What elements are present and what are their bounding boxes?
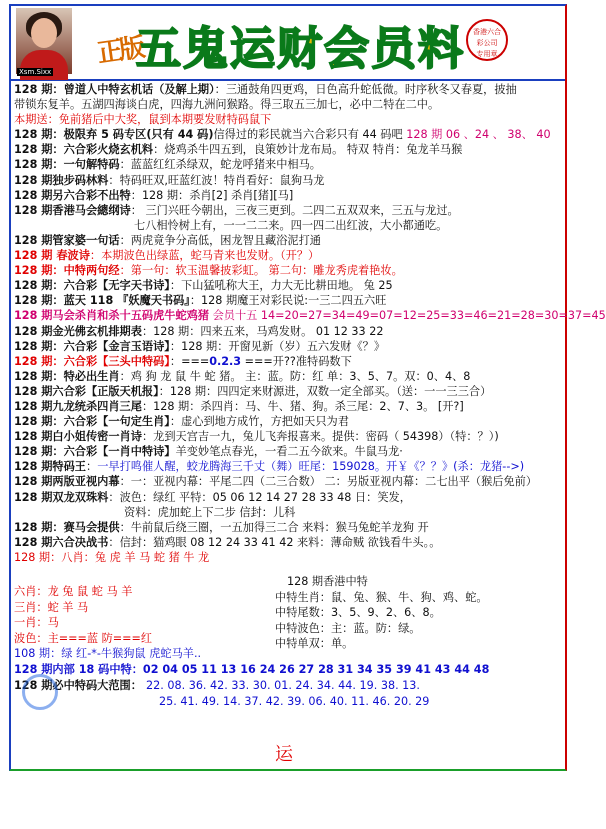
line-segment: 七八相怜树上有，一一二二来。四一四二出红波，大小都通吃。 [134, 218, 448, 232]
line-segment: 128 期：六合彩【无字天书诗】 [14, 279, 170, 293]
line-segment: ：128 期：四来五来，马鸡发财。 01 12 33 22 [141, 324, 384, 338]
info-line [14, 444, 562, 459]
hk-title: 128 期香港中特 [287, 575, 368, 588]
line-segment: 128 期独步码林料 [14, 173, 109, 187]
line-segment: 128 期白小姐传密一肖诗 [14, 430, 142, 444]
inner-18-codes [14, 662, 489, 678]
watermark-logo [22, 674, 58, 710]
line-segment: ：牛前鼠后绕三圈，一五加得三二合 来料：猴马兔蛇羊龙狗 开 [119, 520, 429, 534]
line-segment: 128 期：六合彩【一句定生肖】 [14, 415, 170, 429]
info-line [14, 233, 562, 248]
inner-18-text: 128 期内部 18 码中特：02 04 05 11 13 16 24 26 27 28 31 34 35 39 41 43 44 48 [14, 662, 490, 676]
line-segment: 128 期：蓝天 118 『妖魔天书码』 [14, 294, 190, 308]
line-segment: 128 期六合决战书 [14, 535, 109, 549]
info-line [14, 127, 562, 142]
line-segment: 128 期：六合彩【三头中特码】 [14, 354, 170, 368]
line-segment: ：=== [169, 354, 210, 368]
info-line [14, 550, 562, 565]
line-108: 108 期：绿 红-*-牛猴狗鼠 虎蛇马羊.. [14, 647, 202, 661]
line-segment: ：鸡 狗 龙 鼠 牛 蛇 猪。 主：蓝。防：红 单：3、5、7。双：0、4、8 [119, 369, 471, 383]
line-segment: 128 期：中特两句经 [14, 264, 120, 278]
line-segment: ：128 期：杀肖[2] 杀肖[猪][马] [130, 188, 294, 202]
line-segment: 128 期：六合彩【金言玉语诗】 [14, 339, 170, 353]
line-segment: ：龙到天宫吉一九，兔儿飞奔报喜来。提供：密码（ 54398）（特：？）) [141, 430, 499, 444]
info-line [14, 490, 562, 505]
hk-odd: 中特单双：单。 [275, 637, 354, 651]
info-line [14, 459, 562, 474]
line-segment: ：信封：猫鸡眼 08 12 24 33 41 42 来料：薄命贼 欲钱看牛头。。 [108, 535, 441, 549]
info-line [14, 339, 562, 354]
line-segment: 128 期： [14, 83, 64, 96]
zheng-ban-mark: 正版 [95, 33, 144, 69]
content-lines [14, 82, 606, 565]
info-line [14, 414, 562, 429]
line-segment: 128 期：六合彩【一肖中特诗】 [14, 445, 176, 459]
portrait-image [16, 8, 72, 74]
three-zodiac: 三肖：蛇 羊 马 [14, 600, 89, 614]
info-line [14, 278, 562, 293]
line-segment: 128 期双龙双珠料 [14, 490, 109, 504]
info-line [14, 142, 562, 157]
info-line [14, 157, 562, 172]
hk-wave: 中特波色：主：蓝。防：绿。 [275, 621, 421, 635]
line-segment: 0.2.3 [209, 354, 242, 368]
info-line [14, 505, 562, 520]
info-line [14, 203, 562, 218]
info-line [14, 429, 562, 444]
info-line [14, 218, 562, 233]
six-zodiac: 六肖：龙 兔 鼠 蛇 马 羊 [14, 585, 133, 598]
info-line [14, 474, 562, 489]
line-segment: 带锁东复羊。五湖四海谈白虎，四海九洲问猴路。得三取五三加七，必中二特在二中。 [14, 98, 440, 112]
line-segment: ：三通鼓角四更鸡，日色高升蛇低微。时序秋冬又春夏，披抽 [214, 83, 517, 96]
info-line [14, 263, 562, 278]
line-segment: ： [86, 460, 98, 474]
info-line [14, 82, 562, 97]
info-line [14, 324, 562, 339]
line-segment: ：两虎竟争分高低，困龙智且藏浴泥打通 [119, 233, 321, 247]
line-segment: 128 期九龙统杀四肖三尾 [14, 399, 142, 413]
line-segment: ：128 期：开窗见新（岁）五六发财《？》 [169, 339, 386, 353]
line-segment: 128 期：一句解特码 [14, 158, 120, 172]
info-line [14, 97, 562, 112]
range-line-2: 25. 41. 49. 14. 37. 42. 39. 06. 40. 11. 46. 20. 29 [159, 694, 430, 708]
line-segment: ：波色：绿红 平特：05 06 12 14 27 28 33 48 日：笑发， [108, 490, 411, 504]
line-segment: 曾道人中特玄机话（及解上期） [63, 83, 215, 96]
line-segment: ：本期波色出绿蓝，蛇马青来也发财。（开？） [89, 249, 320, 263]
line-segment: ：蓝蓝红红杀绿双，蛇龙呼猪来中相马。 [119, 158, 321, 172]
info-line [14, 112, 562, 127]
info-line [14, 520, 562, 535]
page-title: 五鬼运财会员料 [136, 22, 466, 75]
line-segment: 128 期管家婆一句话 [14, 233, 120, 247]
line-segment: ===开??准特码数下 [241, 354, 352, 368]
line-segment: ：128 期魔王对彩民说:一三二四五六旺 [189, 294, 387, 308]
info-line [14, 173, 562, 188]
line-segment: 本期送：免前猪后中大奖，鼠到本期要发财特码鼠下 [14, 113, 272, 127]
line-segment: ： 三门兴旺今朝出，三夜三更到。二四二五双双来，三五与龙过。 [130, 203, 459, 217]
info-line [14, 248, 562, 263]
line-segment: 128 期：六合彩火烧玄机料 [14, 143, 154, 157]
line-segment: 128 期香港马会總纲诗 [14, 203, 131, 217]
line-segment: ：虚心到地方成竹，方把如天只为君 [169, 415, 349, 429]
line-segment: 128 期金光佛玄机排期表 [14, 324, 142, 338]
line-segment: ：烧鸡杀牛四五到，良策妙计龙布局。 特双 特肖：兔龙羊马猴 [153, 143, 463, 157]
line-segment: 信得过的彩民就当六合彩只有 44 码吧 [213, 128, 407, 142]
line-segment: 128 期 06 、24 、 38、 40 [406, 128, 551, 142]
line-segment: 128 期马会杀肖和杀十五码虎牛蛇鸡猪 [14, 309, 210, 323]
line-segment: 128 期两版亚视内幕 [14, 475, 120, 489]
line-segment: ：一：亚视内幕：平尾二四（二三合数） 二：另版亚视内幕：二七出平（猴后免前） [119, 475, 538, 489]
header [11, 6, 565, 81]
hk-zodiac: 中特生肖：鼠、兔、猴、牛、狗、鸡、蛇。 [275, 590, 488, 604]
info-line [14, 384, 562, 399]
info-line [14, 399, 562, 414]
line-segment: 128 期六合彩【正版天机报】 [14, 384, 159, 398]
portrait-watermark: Xsm.Sixx [19, 68, 52, 76]
line-segment: 资料：虎加蛇上下二步 信封：儿科 [124, 505, 296, 519]
hk-tail: 中特尾数：3、5、9、2、6、8。 [275, 606, 441, 620]
line-segment: 会员十五 14=20=27=34=49=07=12=25=33=46=21=28=30=37=45 [209, 309, 606, 323]
line-segment: ：下山猛吼称大王，力大无比耕田地。 兔 25 [169, 279, 393, 293]
footer-yun: 运 [275, 744, 293, 765]
line-segment: 一早打鸣催人醒，蛟龙腾海三千丈（舞）旺尾：159028。开￥《？？》(杀：龙猪-->) [97, 460, 525, 474]
line-segment: 羊变妙笔点春光，一看二五今欲来。牛鼠马龙· [175, 445, 403, 459]
line-segment: 128 期：极限弃 5 码专区(只有 44 码) [14, 128, 214, 142]
one-zodiac: 一肖：马 [14, 616, 59, 630]
range-line-1: 22. 08. 36. 42. 33. 30. 01. 24. 34. 44. 19. 38. 13. [146, 679, 420, 693]
wave-color: 波色：主===蓝 防===红 [14, 631, 153, 645]
line-segment: 128 期另六合彩不出特 [14, 188, 131, 202]
hk-special-block [275, 574, 488, 652]
info-line [14, 354, 562, 369]
info-line [14, 369, 562, 384]
line-segment: ：第一句：软玉温馨披彩虹。 第二句：雕龙秀虎着艳妆。 [119, 264, 403, 278]
line-segment: 128 期特码王 [14, 460, 86, 474]
line-segment: ：128 期：杀四肖：马、牛、猪、狗。杀三尾：2、7、3。 [开?] [141, 399, 464, 413]
line-segment: ：特码旺双,旺蓝红波！特肖看好：鼠狗马龙 [108, 173, 325, 187]
info-line [14, 535, 562, 550]
line-segment: 128 期 春波诗 [14, 249, 90, 263]
info-line [14, 188, 562, 203]
line-segment: ：128 期：四四定来财源进，双数一定全部买。（送：一一三三合） [158, 384, 492, 398]
info-line [14, 308, 606, 323]
line-segment: 128 期：特必出生肖 [14, 369, 120, 383]
line-segment: 128 期：八肖：兔 虎 羊 马 蛇 猪 牛 龙 [14, 550, 210, 564]
range-label: 128 期必中特码大范围： [14, 678, 142, 692]
line-segment: 128 期：赛马会提供 [14, 520, 120, 534]
info-line [14, 293, 562, 308]
official-seal: 香港六合 彩公司 专用章 [466, 19, 508, 61]
